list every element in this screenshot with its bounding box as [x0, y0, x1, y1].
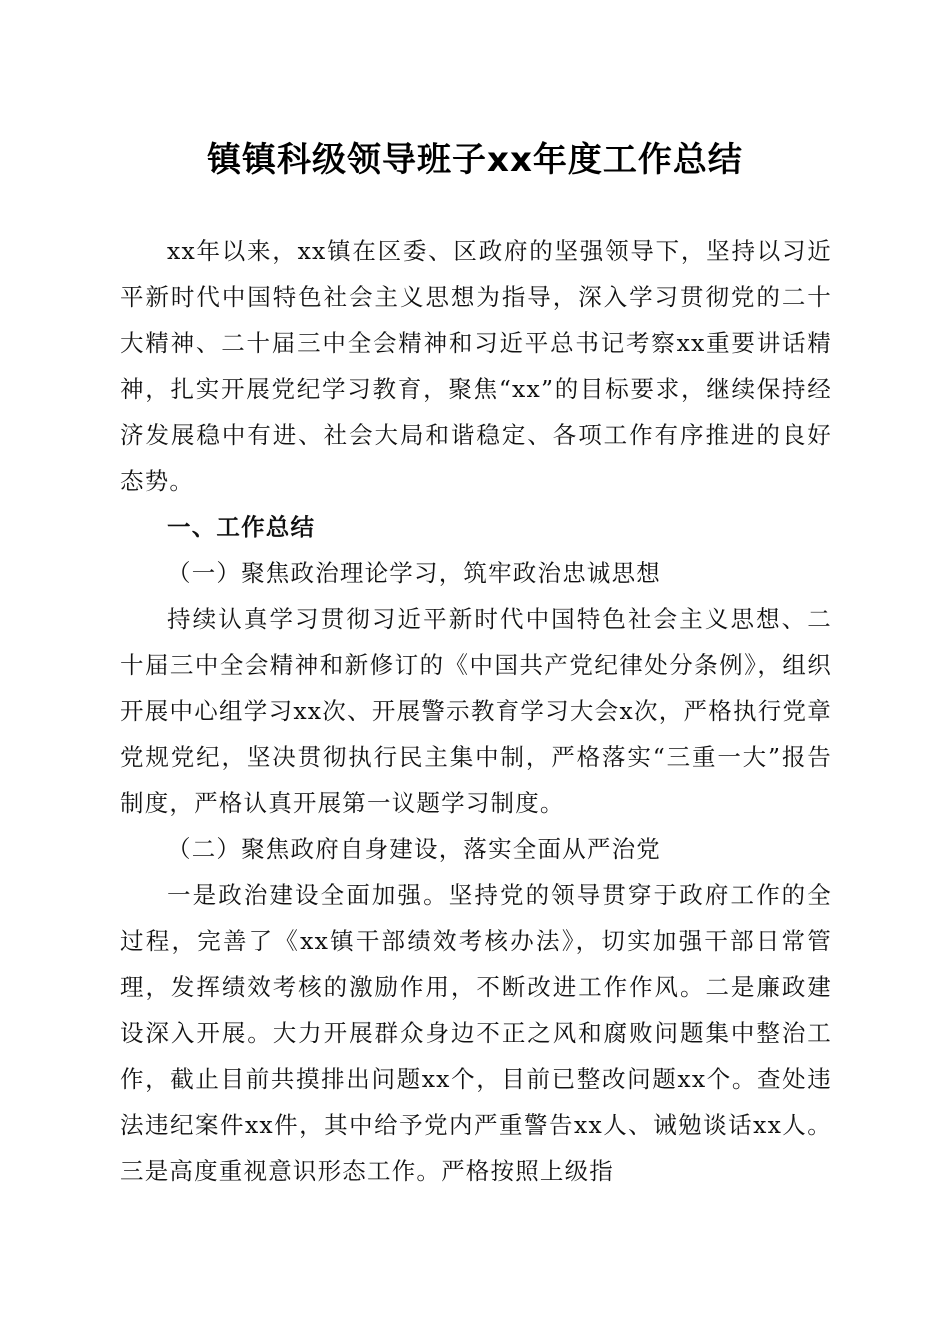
subsection-1-paragraph: 持续认真学习贯彻习近平新时代中国特色社会主义思想、二十届三中全会精神和新修订的《中国共产党纪律处分条例》，组织开展中心组学习xx次、开展警示教育学习大会x次，严格执行党章党规党纪，坚决贯彻执行民主集中制，严格落实“三重一大”报告制度，严格认真开展第一议题学习制度。	[120, 605, 832, 817]
section-heading-work-summary: 一、工作总结	[167, 513, 316, 541]
subsection-heading-1: （一）聚焦政治理论学习，筑牢政治忠诚思想	[167, 559, 661, 587]
subsection-2-paragraph: 一是政治建设全面加强。坚持党的领导贯穿于政府工作的全过程，完善了《xx镇干部绩效考核办法》，切实加强干部日常管理，发挥绩效考核的激励作用，不断改进工作作风。二是廉政建设深入开展。大力开展群众身边不正之风和腐败问题集中整治工作，截止目前共摸排出问题xx个，目前已整改问题xx个。查处违法违纪案件xx件，其中给予党内严重警告xx人、诫勉谈话xx人。三是高度重视意识形态工作。严格按照上级指	[120, 881, 832, 1185]
document-body	[120, 228, 832, 1194]
document-title: 镇镇科级领导班子xx年度工作总结	[207, 140, 743, 180]
intro-paragraph: xx年以来，xx镇在区委、区政府的坚强领导下，坚持以习近平新时代中国特色社会主义思想为指导，深入学习贯彻党的二十大精神、二十届三中全会精神和习近平总书记考察xx重要讲话精神，扎实开展党纪学习教育，聚焦“xx”的目标要求，继续保持经济发展稳中有进、社会大局和谐稳定、各项工作有序推进的良好态势。	[120, 237, 832, 495]
subsection-heading-2: （二）聚焦政府自身建设，落实全面从严治党	[167, 835, 661, 863]
